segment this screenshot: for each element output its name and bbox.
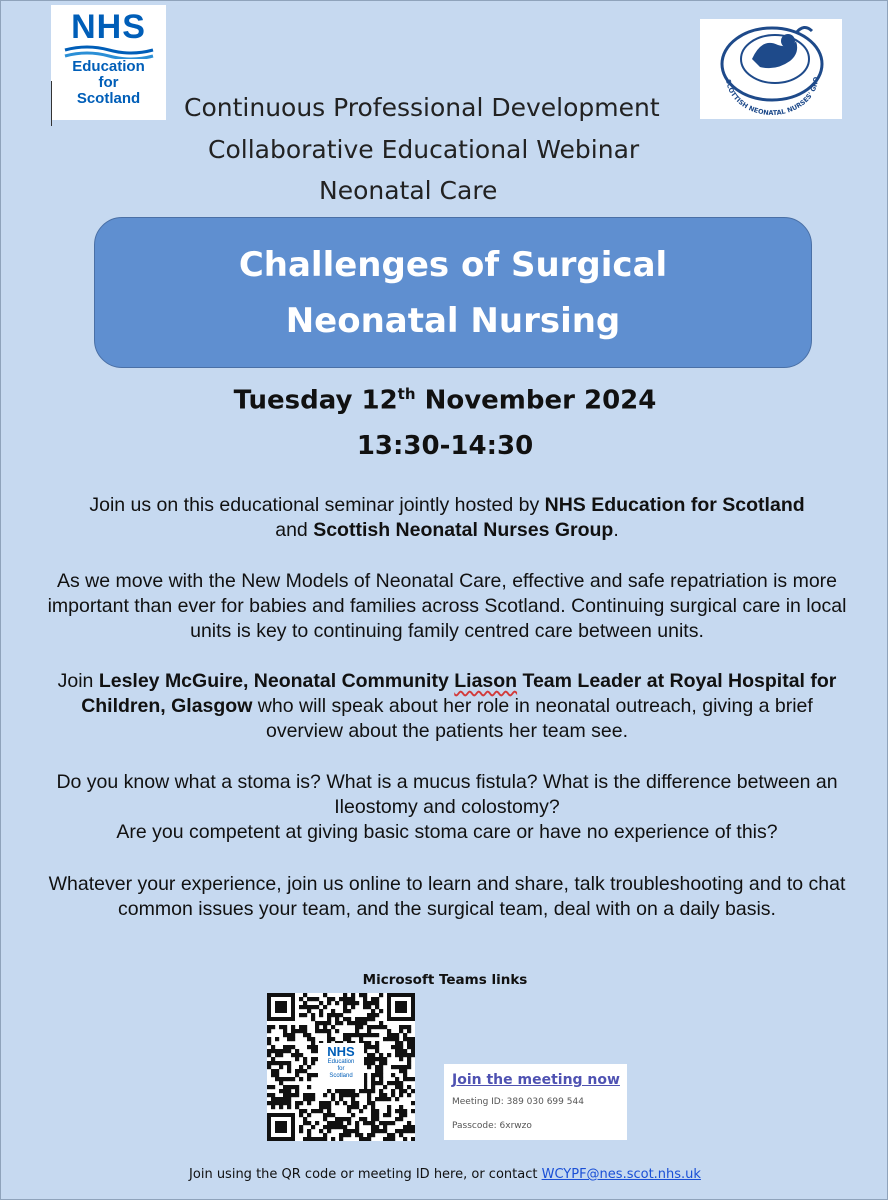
event-title-line2: Neonatal Nursing bbox=[285, 300, 621, 341]
event-time: 13:30-14:30 bbox=[356, 431, 534, 461]
spellcheck-word: Liason bbox=[454, 670, 518, 692]
svg-text:SCOTTISH NEONATAL NURSES' GROU: SCOTTISH NEONATAL NURSES' GRO bbox=[724, 76, 821, 118]
event-title-box bbox=[94, 217, 812, 368]
contact-email-link[interactable]: WCYPF@nes.scot.nhs.uk bbox=[541, 1167, 701, 1182]
join-meeting-link[interactable]: Join the meeting now bbox=[452, 1072, 620, 1088]
context-paragraph: As we move with the New Models of Neonatal Care, effective and safe repatriation is more important than ever for babies and families across Scotland. Continuing surgical care in local units is key to continuing family centred care between units. bbox=[47, 570, 847, 642]
nhs-education-scotland-logo bbox=[51, 5, 166, 120]
qr-nhs-badge: NHS Education for Scotland bbox=[318, 1043, 364, 1089]
meeting-passcode: Passcode: 6xrwzo bbox=[452, 1121, 532, 1131]
text-cursor bbox=[51, 81, 52, 126]
nhs-logo-wave-icon bbox=[63, 45, 155, 59]
footer-contact: Join using the QR code or meeting ID here, or contact WCYPF@nes.scot.nhs.uk bbox=[189, 1167, 701, 1182]
meeting-qr-code[interactable] bbox=[267, 993, 415, 1141]
flyer-page: NHS Education for Scotland SCOTTISH NEONATAL NURSES' GRO Continuous Professional Development Collaborative Educational Webinar Neonatal Care Challenges of Surgical Neonatal Nursing Tuesday 12th November 2024 13:30-14:30 Join us on this educational seminar jointly hosted by NHS Education for Scotland and Scottish Neonatal Nurses Group. As we move with the New Models of Neonatal Care, effective and safe repatriation is more important than ever for babies and families across Scotland. Continuing surgical care in local units is key to continuing family centred care between units. Join Lesley McGuire, Neonatal Community Liason Team Leader at Royal Hospital for Children, Glasgow who will speak about her role in neonatal outreach, giving a brief overview about the patients her team see. Do you know what a stoma is? What is a mucus fistula? What is the difference between an Ileostomy and colostomy? Are you competent at giving basic stoma care or have no experience of this? Whatever your experience, join us online to learn and share, talk troubleshooting and to chat common issues your team, and the surgical team, deal with on a daily basis. Microsoft Teams links NHS Education for Scotland Join the meeting now Meeting ID: 389 030 699 544 Passcode: 6xrwzo Join using the QR code or meeting ID here, or contact WCYPF@nes.scot.nhs.uk bbox=[0, 0, 888, 1200]
closing-paragraph: Whatever your experience, join us online to learn and share, talk troubleshooting and to chat common issues your team, and the surgical team, deal with on a daily basis. bbox=[48, 873, 846, 920]
meeting-id: Meeting ID: 389 030 699 544 bbox=[452, 1097, 584, 1107]
nhs-logo-line2: for bbox=[98, 74, 119, 91]
event-title-line1: Challenges of Surgical bbox=[238, 244, 668, 285]
snng-emblem-icon bbox=[700, 19, 842, 119]
nhs-logo-brand: NHS bbox=[71, 8, 146, 46]
event-date: Tuesday 12th November 2024 bbox=[233, 385, 657, 416]
nhs-logo-line3: Scotland bbox=[76, 90, 141, 107]
questions-paragraph: Do you know what a stoma is? What is a mucus fistula? What is the difference between an Ileostomy and colostomy? Are you competent at giving basic stoma care or have no experience of this? bbox=[56, 771, 838, 843]
speaker-paragraph: Join Lesley McGuire, Neonatal Community Liason Team Leader at Royal Hospital for Children, Glasgow who will speak about her role in neonatal outreach, giving a brief overview about the patients her team see. bbox=[57, 670, 837, 742]
teams-join-card bbox=[444, 1064, 627, 1140]
scottish-neonatal-nurses-group-logo bbox=[700, 19, 842, 119]
intro-paragraph: Join us on this educational seminar jointly hosted by NHS Education for Scotland and Scottish Neonatal Nurses Group. bbox=[89, 494, 805, 541]
nhs-logo-line1: Education bbox=[72, 58, 145, 75]
teams-links-label: Microsoft Teams links bbox=[362, 972, 528, 988]
